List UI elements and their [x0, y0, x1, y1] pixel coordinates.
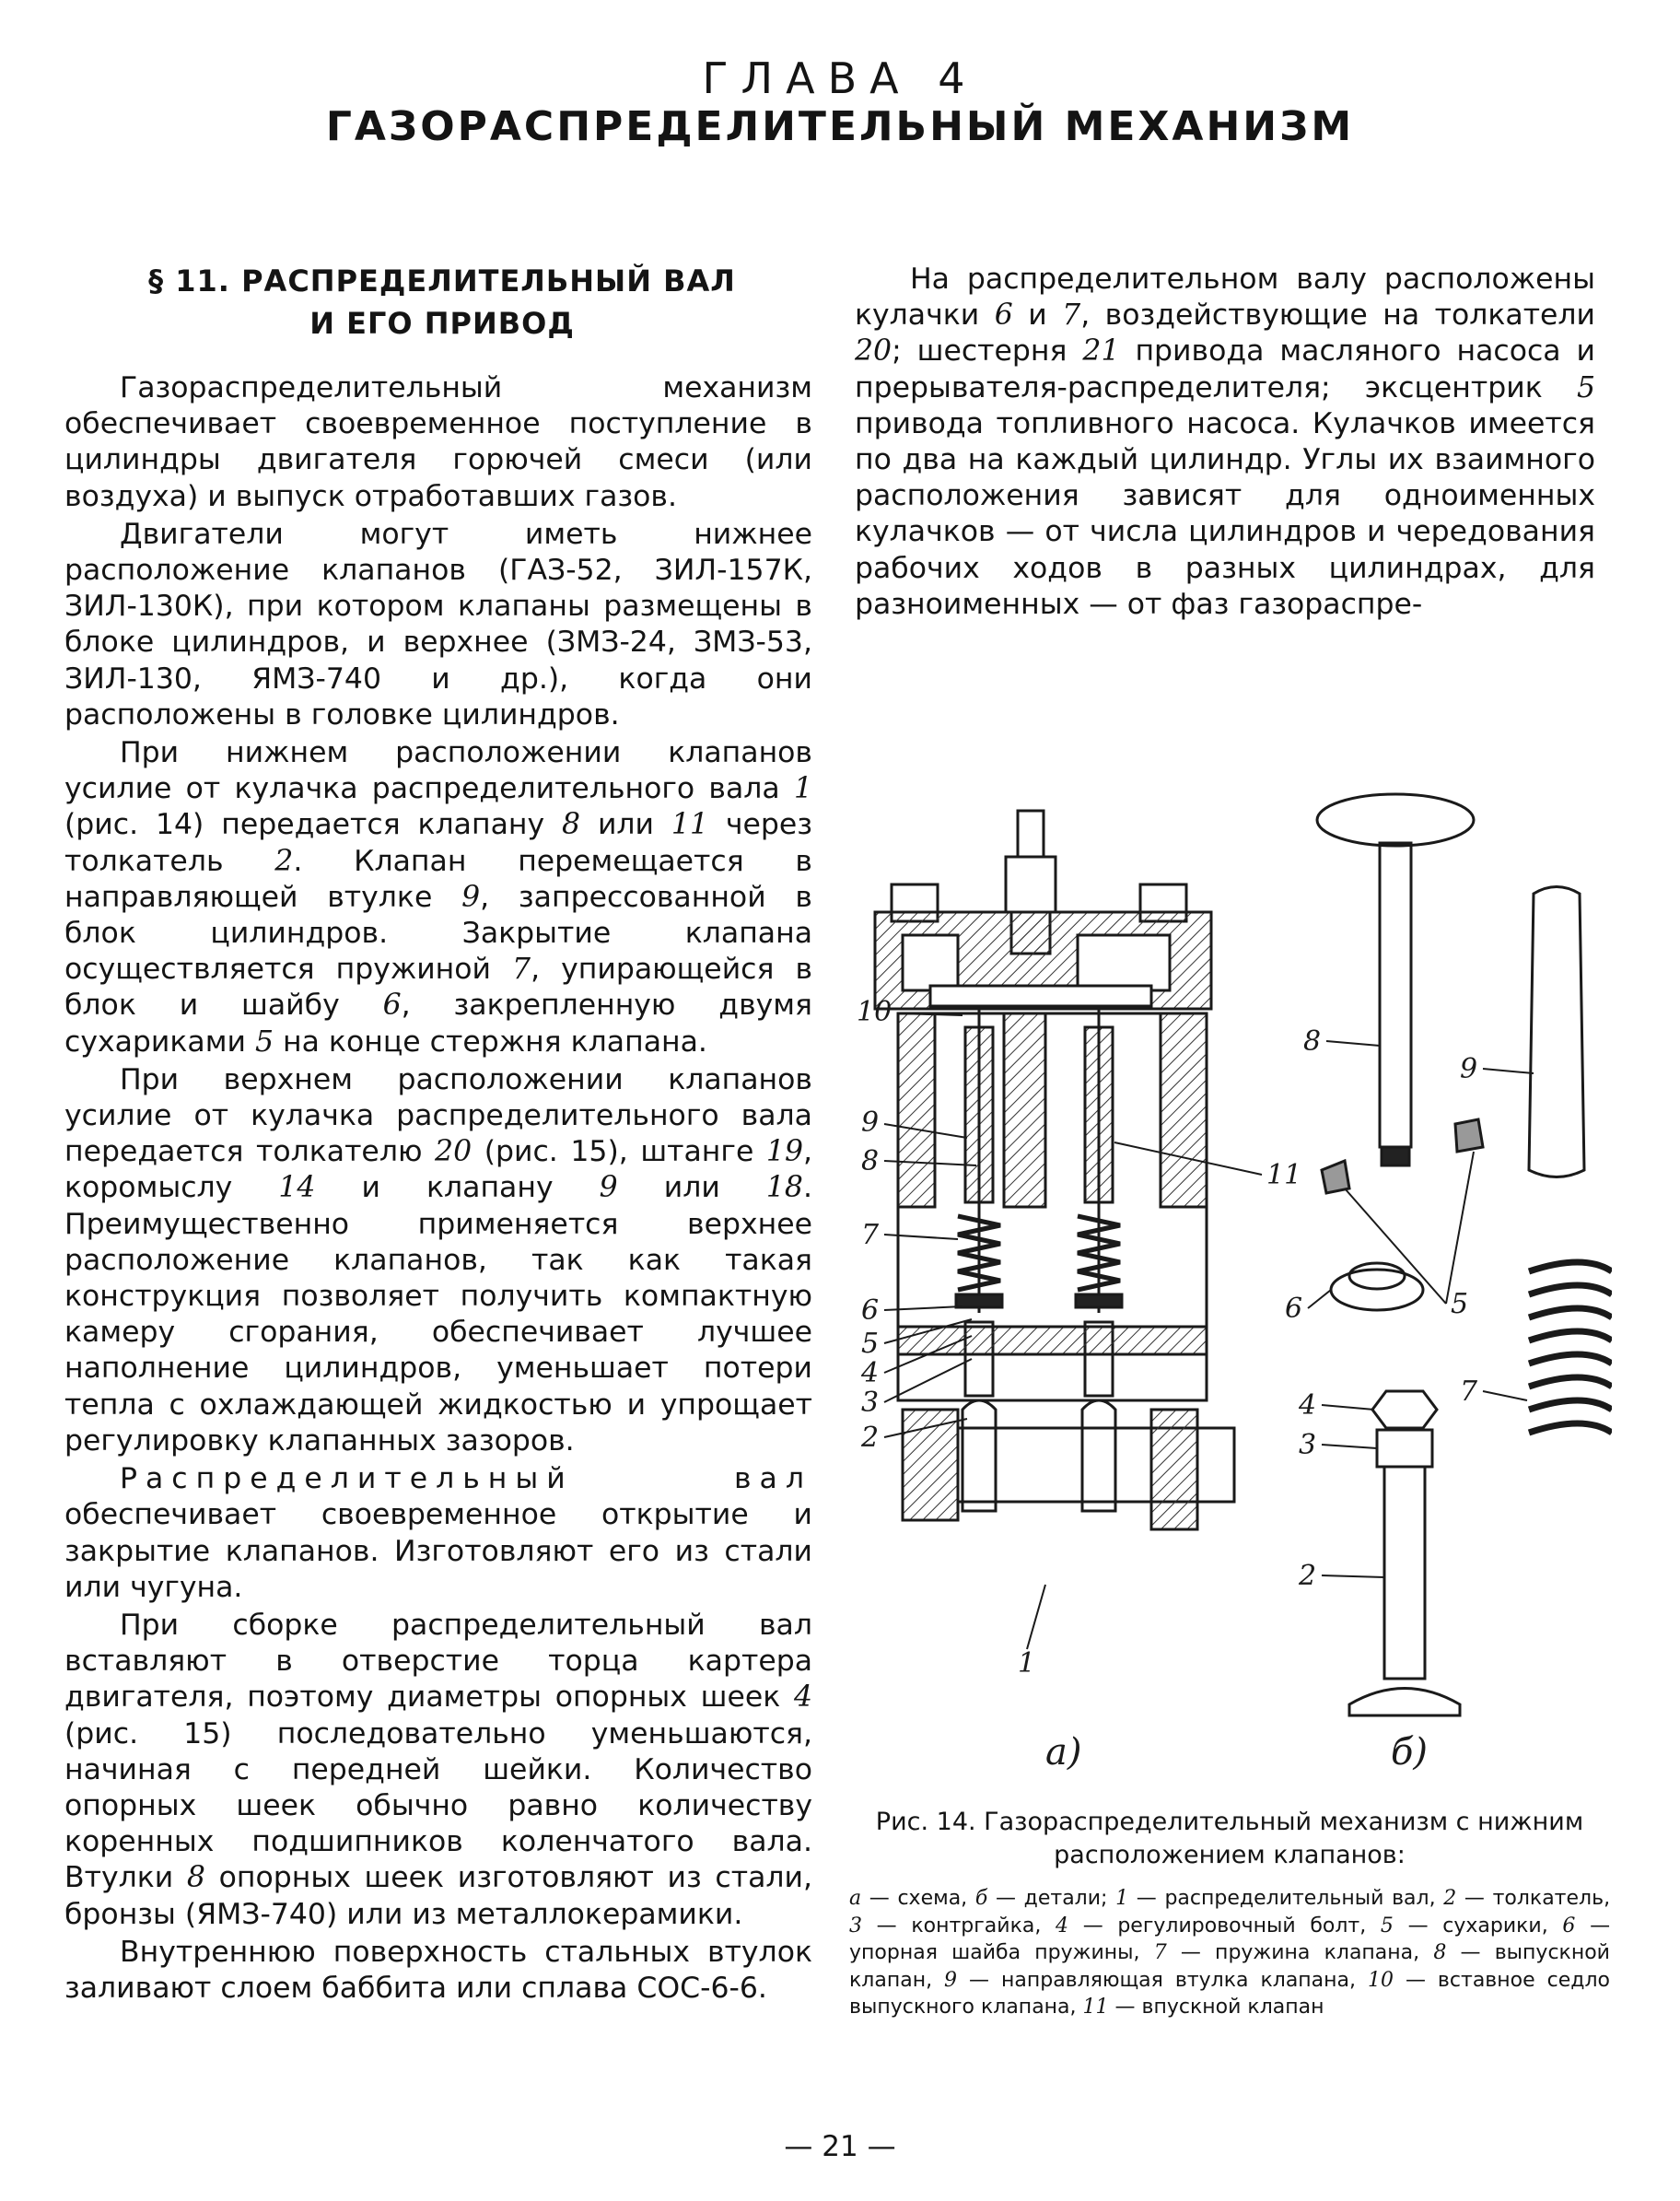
valve-mechanism-figure [847, 774, 1612, 1797]
locknut-part [1377, 1430, 1432, 1467]
camshaft-bearing [1151, 1410, 1197, 1529]
paragraph-7: Внутреннюю поверхность стальных втулок заливают слоем баббита или сплава СОС-6-6. [64, 1935, 812, 2005]
exhaust-valve-stem-part [1380, 843, 1411, 1147]
figure-legend: а — схема, б — детали; 1 — распределительный вал, 2 — толкатель, 3 — контргайка, 4 — регулировочный болт, 5 — сухарики, 6 — упорная шайба пружины, 7 — пружина клапана, 8 — выпускной клапан, 9 — направляющая втулка клапана, 10 — вставное седло выпускного клапана, 11 — впускной клапан [849, 1887, 1611, 2019]
subfigure-a-label: а) [1045, 1731, 1082, 1774]
figure-caption: Рис. 14. Газораспределительный механизм с нижним расположением клапанов: [875, 1808, 1584, 1869]
head-cavity-left [903, 935, 958, 990]
label-detail-2: 2 [1299, 1560, 1317, 1592]
label-2: 2 [861, 1422, 880, 1454]
label-7: 7 [861, 1219, 880, 1251]
exhaust-valve-tip [1382, 1147, 1409, 1165]
label-detail-8: 8 [1303, 1025, 1322, 1058]
assembly-schematic [875, 811, 1234, 1529]
block-wall-left [898, 1013, 935, 1207]
label-3: 3 [861, 1387, 880, 1419]
adjusting-bolt-part [1372, 1391, 1437, 1428]
chapter-title: ГАЗОРАСПРЕДЕЛИТЕЛЬНЫЙ МЕХАНИЗМ [325, 103, 1355, 150]
label-10: 10 [857, 996, 892, 1028]
label-9: 9 [861, 1106, 880, 1139]
paragraph-4: При верхнем расположении клапанов усилие от кулачка распределительного вала передается толкателю 20 (рис. 15), штанге 19, коромыслу 14 и клапану 9 или 18. Преимущественно применяется верхнее расположение клапанов, так как такая конструкция позволяет получить компактную камеру сгорания, обеспечивает лучшее наполнение цилиндров, уменьшает потери тепла с охлаждающей жидкостью и упрощает регулировку клапанных зазоров. [64, 1062, 813, 1458]
label-5: 5 [861, 1328, 880, 1360]
cam-lobe-exhaust [962, 1400, 996, 1511]
label-detail-9: 9 [1460, 1053, 1478, 1085]
right-column [855, 262, 1595, 625]
spring-washer-part-inner [1349, 1263, 1405, 1289]
right-paragraph: На распределительном валу расположены кулачки 6 и 7, воздействующие на толкатели 20; шестерня 21 привода масляного насоса и прерывателя-распределителя; эксцентрик 5 привода топливного насоса. Кулачков имеется по два на каждый цилиндр. Углы их взаимного расположения зависят для одноименных кулачков — от числа цилиндров и чередования рабочих ходов в разных цилиндрах, для разноименных — от фаз газораспре- [855, 263, 1596, 621]
label-detail-7: 7 [1460, 1376, 1478, 1408]
label-detail-5: 5 [1451, 1288, 1469, 1320]
section-title-line2: И ЕГО ПРИВОД [309, 306, 575, 341]
label-8: 8 [861, 1145, 880, 1177]
paragraph-1: Газораспределительный механизм обеспечивает своевременное поступление в цилиндры двигателя горючей смеси (или воздуха) и выпуск отработавших газов. [64, 371, 812, 513]
subfigure-b-label: б) [1391, 1731, 1429, 1774]
block-wall-right [1161, 1013, 1207, 1207]
chapter-label: ГЛАВА 4 [702, 53, 978, 103]
cam-lobe-intake [1082, 1400, 1115, 1511]
paragraph-6: При сборке распределительный вал вставляют в отверстие торца картера двигателя, поэтому диаметры опорных шеек 4 (рис. 15) последовательно уменьшаются, начиная с передней шейки. Количество опорных шеек обычно равно количеству коренных подшипников коленчатого вала. Втулки 8 опорных шеек изготовляют из стали, бронзы (ЯМЗ-740) или из металлокерамики. [64, 1608, 813, 1931]
paragraph-2: Двигатели могут иметь нижнее расположение клапанов (ГАЗ-52, ЗИЛ-157К, ЗИЛ-130К), при котором клапаны размещены в блоке цилиндров, и верхнее (ЗМЗ-24, ЗМЗ-53, ЗИЛ-130, ЯМЗ-740 и др.), когда они расположены в головке цилиндров. [64, 517, 812, 732]
label-detail-6: 6 [1285, 1293, 1303, 1325]
label-detail-4: 4 [1299, 1389, 1317, 1422]
label-11: 11 [1266, 1159, 1302, 1191]
exhaust-valve-head [1317, 794, 1474, 846]
label-1: 1 [1018, 1647, 1036, 1680]
label-6: 6 [861, 1294, 880, 1327]
combustion-chamber [930, 986, 1151, 1006]
spark-plug-body [1006, 857, 1056, 912]
label-4: 4 [861, 1357, 880, 1389]
spring-washer-intake [1076, 1294, 1122, 1307]
page-number: — 21 — [784, 2130, 896, 2163]
valve-guide-part [1529, 887, 1584, 1177]
section-title-line1: § 11. РАСПРЕДЕЛИТЕЛЬНЫЙ ВАЛ [148, 263, 736, 299]
label-detail-3: 3 [1299, 1429, 1317, 1461]
spark-plug-top [1018, 811, 1044, 857]
tappet-boss [898, 1327, 1207, 1354]
valve-spring-part [1529, 1262, 1612, 1433]
block-wall-center [1004, 1013, 1045, 1207]
keeper-part-b [1455, 1119, 1483, 1152]
left-column [64, 370, 812, 2008]
paragraph-5: Распределительный вал обеспечивает своевременное открытие и закрытие клапанов. Изготовляют его из стали или чугуна. [64, 1462, 812, 1604]
spring-washer-exhaust [956, 1294, 1002, 1307]
paragraph-3: При нижнем расположении клапанов усилие от кулачка распределительного вала 1 (рис. 14) передается клапану 8 или 11 через толкатель 2. Клапан перемещается в направляющей втулке 9, запрессованной в блок цилиндров. Закрытие клапана осуществляется пружиной 7, упирающейся в блок и шайбу 6, закрепленную двумя сухариками 5 на конце стержня клапана. [64, 736, 813, 1059]
tappet-part [1384, 1467, 1425, 1679]
section-title [120, 260, 764, 345]
tappet-base-part [1349, 1689, 1460, 1716]
head-cavity-right [1078, 935, 1170, 990]
